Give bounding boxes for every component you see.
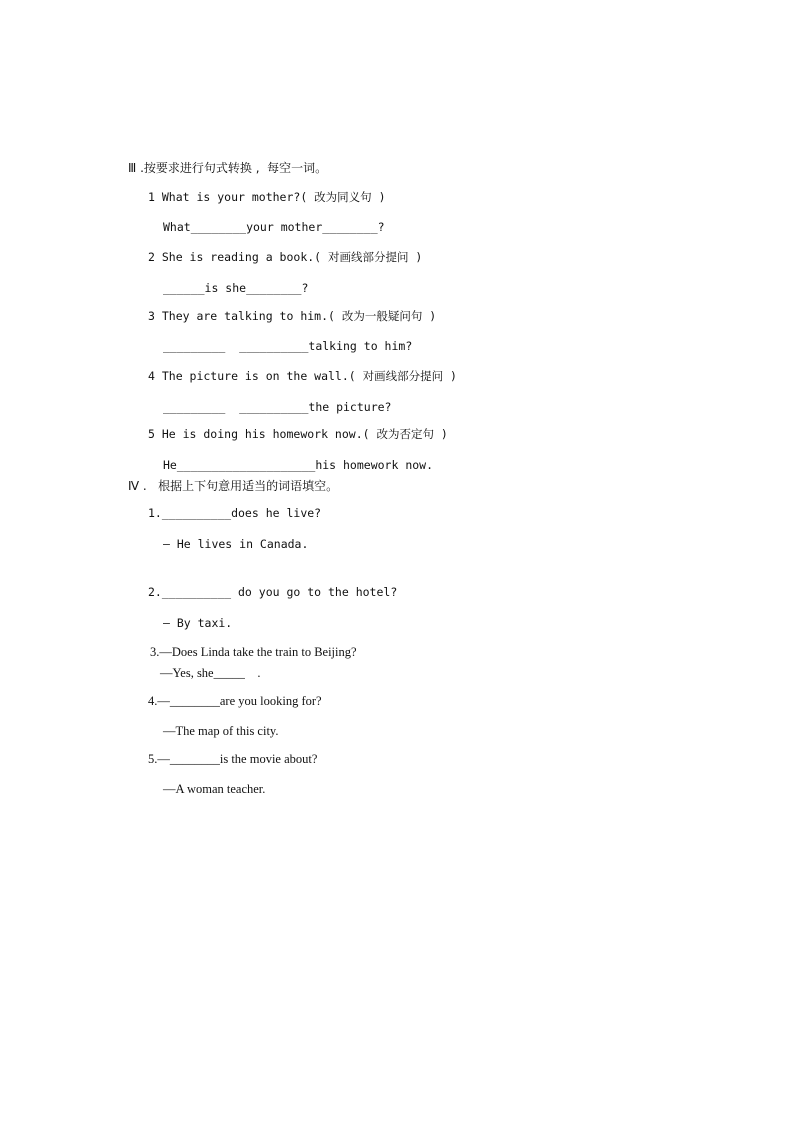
- s4-a2: — By taxi.: [163, 616, 233, 630]
- s3-q5: 5 He is doing his homework now.( 改为否定句 ): [148, 427, 448, 441]
- s4-q2: 2.__________ do you go to the hotel?: [148, 585, 398, 599]
- s4-q1: 1.__________does he live?: [148, 506, 322, 520]
- s3-a2: ______is she________?: [163, 281, 309, 295]
- s3-q4: 4 The picture is on the wall.( 对画线部分提问 ): [148, 369, 457, 383]
- s4-a1: — He lives in Canada.: [163, 537, 309, 551]
- s4-a4: —The map of this city.: [163, 724, 279, 738]
- section-3-heading: Ⅲ .按要求进行句式转换 , 每空一词。: [128, 161, 328, 175]
- s3-a4: _________ __________the picture?: [163, 400, 392, 414]
- s3-q1-text: 1 What is your mother?( 改为同义句 ): [148, 190, 386, 204]
- s4-q3: 3.—Does Linda take the train to Beijing?: [150, 645, 357, 659]
- s3-a1: What________your mother________?: [163, 220, 385, 234]
- s4-a5: —A woman teacher.: [163, 782, 266, 796]
- s4-q4: 4.—________are you looking for?: [148, 694, 322, 708]
- s3-a3: _________ __________talking to him?: [163, 339, 413, 353]
- s4-q5: 5.—________is the movie about?: [148, 752, 318, 766]
- section-4-heading: Ⅳ . 根据上下句意用适当的词语填空。: [128, 479, 339, 493]
- s3-q1: [148, 190, 386, 204]
- s4-a3: —Yes, she_____ .: [160, 666, 261, 680]
- s3-q3: 3 They are talking to him.( 改为一般疑问句 ): [148, 309, 437, 323]
- s3-a5: He____________________his homework now.: [163, 458, 434, 472]
- s3-q2: 2 She is reading a book.( 对画线部分提问 ): [148, 250, 423, 264]
